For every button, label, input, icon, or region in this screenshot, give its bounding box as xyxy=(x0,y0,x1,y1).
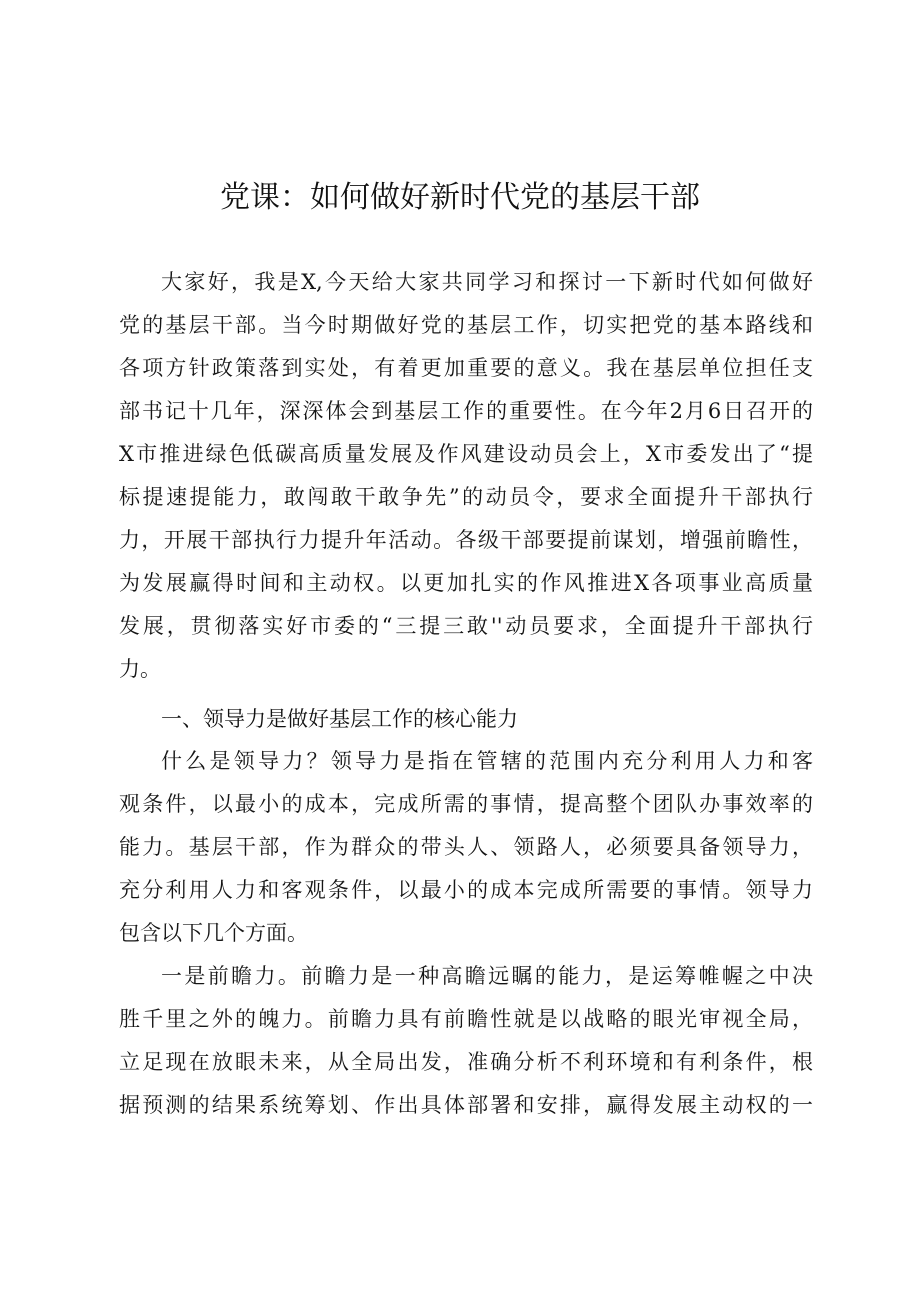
intro-paragraph xyxy=(119,261,813,691)
paragraph-line: 大家好，我是X,今天给大家共同学习和探讨一下新时代如何做好 xyxy=(161,270,813,294)
paragraph-line: 包含以下几个方面。 xyxy=(119,921,308,945)
paragraph-line: 胜千里之外的魄力。前瞻力具有前瞻性就是以战略的眼光审视全局， xyxy=(119,1007,813,1031)
section-heading: 一、领导力是做好基层工作的核心能力 xyxy=(161,707,518,731)
paragraph-line: X市推进绿色低碳高质量发展及作风建设动员会上，X市委发出了“提 xyxy=(119,442,813,466)
paragraph-line: 观条件，以最小的成本，完成所需的事情，提高整个团队办事效率的 xyxy=(119,792,813,816)
section1-paragraph-2 xyxy=(119,955,813,1127)
paragraph-line: 标提速提能力，敢闯敢干敢争先”的动员令，要求全面提升干部执行 xyxy=(119,485,813,509)
paragraph-line: 一是前瞻力。前瞻力是一种高瞻远瞩的能力，是运筹帷幄之中决 xyxy=(161,964,813,988)
paragraph-line: 立足现在放眼未来，从全局出发，准确分析不利环境和有利条件，根 xyxy=(119,1050,813,1074)
paragraph-line: 据预测的结果系统筹划、作出具体部署和安排，赢得发展主动权的一 xyxy=(119,1093,813,1117)
paragraph-line: 党的基层干部。当今时期做好党的基层工作，切实把党的基本路线和 xyxy=(119,313,813,337)
paragraph-line: 各项方针政策落到实处，有着更加重要的意义。我在基层单位担任支 xyxy=(119,356,813,380)
paragraph-line: 什么是领导力？领导力是指在管辖的范围内充分利用人力和客 xyxy=(161,749,813,773)
paragraph-line: 力。 xyxy=(119,657,161,681)
paragraph-line: 能力。基层干部，作为群众的带头人、领路人，必须要具备领导力， xyxy=(119,835,813,859)
document-title: 党课：如何做好新时代党的基层干部 xyxy=(220,180,700,215)
paragraph-line: 为发展赢得时间和主动权。以更加扎实的作风推进X各项事业高质量 xyxy=(119,571,813,595)
paragraph-line: 充分利用人力和客观条件，以最小的成本完成所需要的事情。领导力 xyxy=(119,878,813,902)
paragraph-line: 发展，贯彻落实好市委的“三提三敢''动员要求，全面提升干部执行 xyxy=(119,614,813,638)
paragraph-line: 部书记十几年，深深体会到基层工作的重要性。在今年2月6日召开的 xyxy=(119,399,813,423)
paragraph-line: 力，开展干部执行力提升年活动。各级干部要提前谋划，增强前瞻性， xyxy=(119,528,813,552)
section1-paragraph-1 xyxy=(119,740,813,955)
